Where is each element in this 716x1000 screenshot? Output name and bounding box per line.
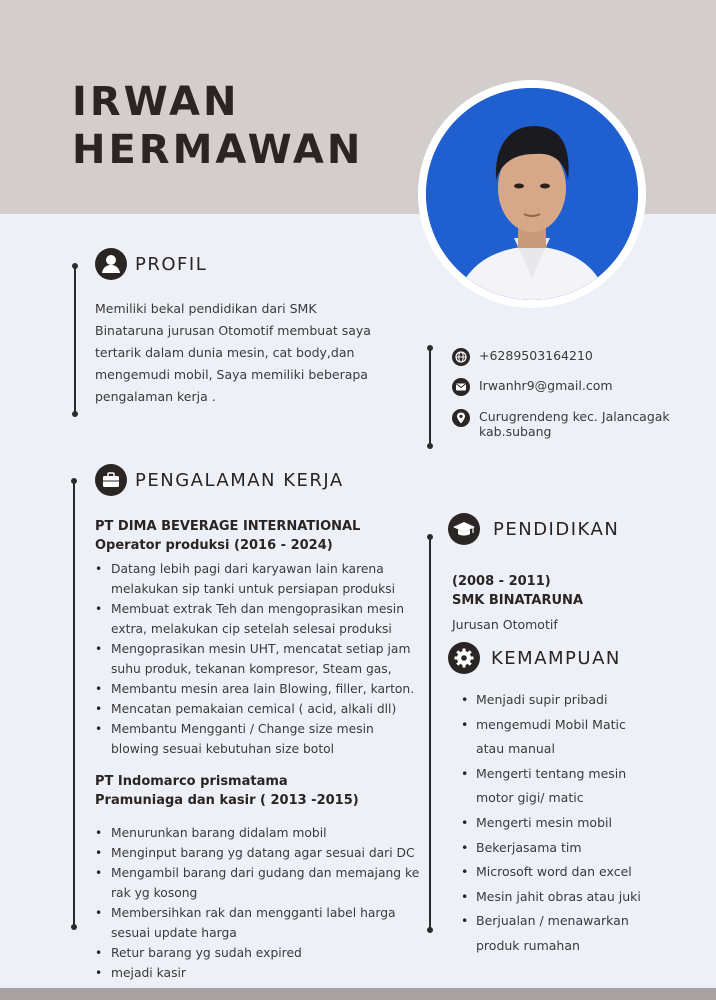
mail-icon	[452, 378, 470, 396]
education-heading: PENDIDIKAN	[493, 519, 620, 540]
list-item: • Menginput barang yg datang agar sesuai dari DC	[95, 843, 420, 863]
list-item: • Retur barang yg sudah expired	[95, 943, 420, 963]
contact-address	[452, 409, 682, 439]
profile-heading: PROFIL	[135, 254, 208, 275]
list-item: • Mesin jahit obras atau juki	[461, 885, 681, 910]
profile-text: Memiliki bekal pendidikan dari SMK Binataruna jurusan Otomotif membuat saya tertarik dalam dunia mesin, cat body,dan mengemudi mobil, Saya memiliki beberapa pengalaman kerja .	[95, 301, 371, 404]
list-item: • mejadi kasir	[95, 963, 420, 983]
list-item: • Membuat extrak Teh dan mengoprasikan mesin extra, melakukan cip setelah selesai produksi	[95, 599, 415, 639]
list-item: • Membantu mesin area lain Blowing, filler, karton.	[95, 679, 415, 699]
address-text: Curugrendeng kec. Jalancagak kab.subang	[479, 409, 670, 439]
list-item: • Membantu Mengganti / Change size mesin blowing sesuai kebutuhan size botol	[95, 719, 415, 759]
gear-icon	[448, 642, 480, 674]
location-pin-icon	[452, 409, 470, 427]
graduation-cap-icon	[448, 513, 480, 545]
experience-heading: PENGALAMAN KERJA	[135, 470, 344, 491]
experience-timeline	[73, 481, 75, 927]
job-1-company-name: PT DIMA BEVERAGE INTERNATIONAL	[95, 519, 361, 534]
job-2-company	[95, 772, 359, 810]
list-item: • Bekerjasama tim	[461, 836, 681, 861]
phone-text: +6289503164210	[479, 348, 593, 363]
name-line-2: HERMAWAN	[72, 127, 364, 173]
skills-heading: KEMAMPUAN	[491, 648, 621, 669]
list-item: • Membersihkan rak dan mengganti label harga sesuai update harga	[95, 903, 420, 943]
list-item: • Mengoprasikan mesin UHT, mencatat setiap jam suhu produk, tekanan kompresor, Steam gas,	[95, 639, 415, 679]
job-1-bullets	[95, 559, 415, 759]
list-item: • Mengambil barang dari gudang dan memajang ke rak yg kosong	[95, 863, 420, 903]
list-item: • Datang lebih pagi dari karyawan lain karena melakukan sip tanki untuk persiapan produksi	[95, 559, 415, 599]
list-item: • Mencatan pemakaian cemical ( acid, alkali dll)	[95, 699, 415, 719]
list-item: • mengemudi Mobil Matic atau manual	[461, 713, 636, 762]
email-text: Irwanhr9@gmail.com	[479, 378, 613, 393]
contact-phone	[452, 348, 593, 366]
education-major: Jurusan Otomotif	[452, 617, 558, 632]
contact-timeline	[429, 348, 431, 446]
job-2-bullets	[95, 823, 420, 983]
list-item: • Menurunkan barang didalam mobil	[95, 823, 420, 843]
job-1-company	[95, 517, 360, 555]
list-item: • Mengerti mesin mobil	[461, 811, 681, 836]
education-school: SMK BINATARUNA	[452, 593, 584, 608]
person-name	[72, 78, 363, 174]
job-2-role: Pramuniaga dan kasir ( 2013 -2015)	[95, 793, 359, 808]
profile-timeline	[74, 266, 76, 414]
job-1-role: Operator produksi (2016 - 2024)	[95, 538, 333, 553]
job-2-company-name: PT Indomarco prismatama	[95, 774, 288, 789]
list-item: • Mengerti tentang mesin motor gigi/ matic	[461, 762, 636, 811]
briefcase-icon	[95, 464, 127, 496]
list-item: • Berjualan / menawarkan produk rumahan	[461, 909, 636, 958]
right-timeline	[429, 537, 431, 930]
education-years: (2008 - 2011)	[452, 574, 551, 589]
name-line-1: IRWAN	[72, 79, 240, 125]
profile-photo	[426, 88, 638, 300]
contact-email	[452, 378, 613, 396]
list-item: • Microsoft word dan excel	[461, 860, 681, 885]
globe-icon	[452, 348, 470, 366]
skills-list	[461, 688, 681, 959]
list-item: • Menjadi supir pribadi	[461, 688, 681, 713]
user-icon	[95, 248, 127, 280]
